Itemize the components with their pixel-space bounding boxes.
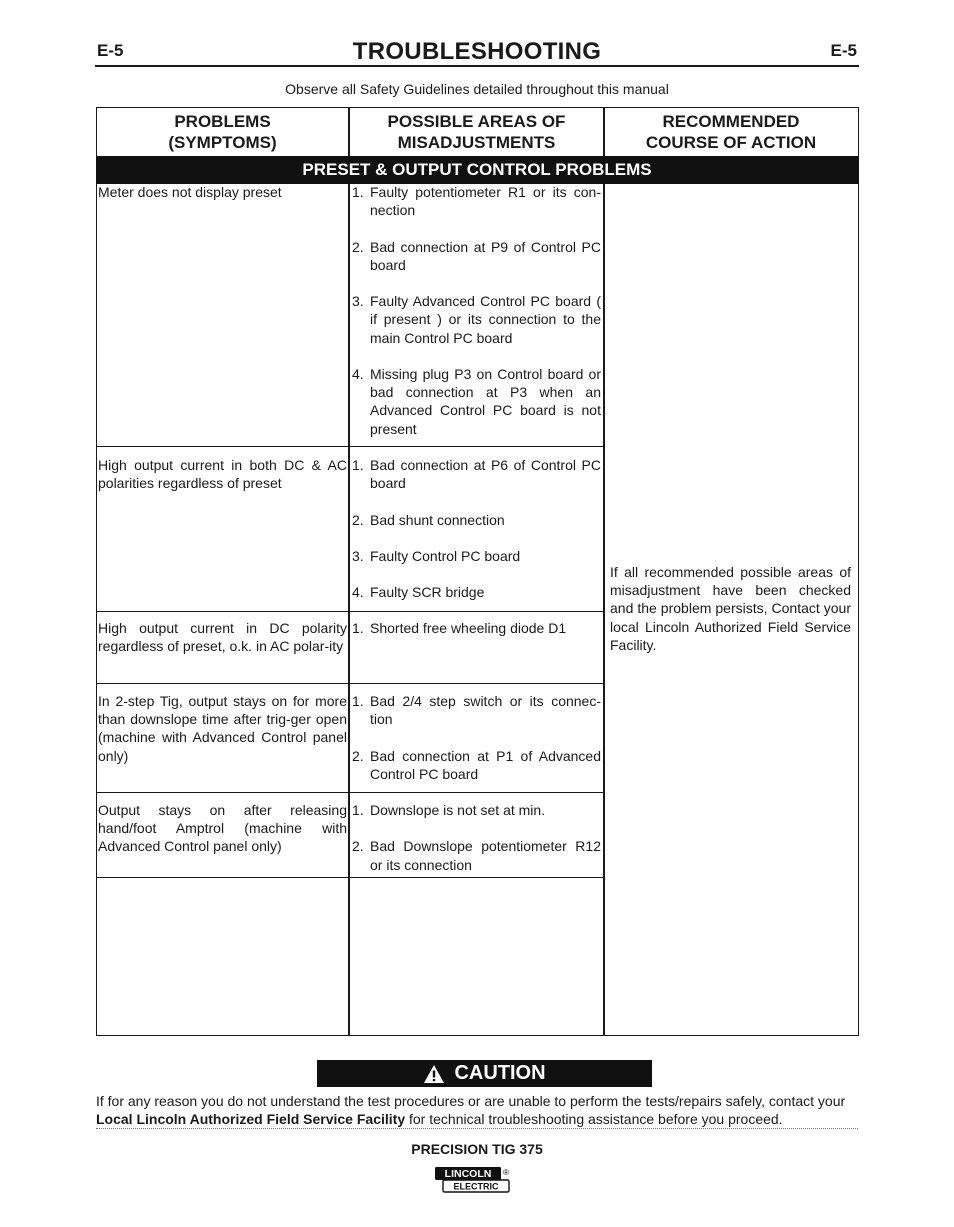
cause-item: 1. Faulty potentiometer R1 or its con-nection [352,184,601,219]
page-code-right: E-5 [830,41,857,60]
caution-emphasis: Local Lincoln Authorized Field Service Facility [96,1111,406,1127]
cause-item: 1. Bad 2/4 step switch or its connec-tion [352,693,601,728]
column-header-action: RECOMMENDED COURSE OF ACTION [645,111,817,152]
model-name: PRECISION TIG 375 [411,1141,543,1157]
cause-item: 2. Bad shunt connection [352,511,505,528]
cause-item: 2. Bad connection at P9 of Control PC board [352,238,601,273]
problem-cell: In 2-step Tig, output stays on for more than downslope time after trig-ger open (machine with Advanced Control panel only) [98,693,347,764]
cause-list [352,183,601,456]
recommended-action: If all recommended possible areas of misadjustment have been checked and the problem persists, Contact your local Lincoln Authorized Field Service Facility. [610,564,851,653]
svg-text:LINCOLN: LINCOLN [444,1168,492,1180]
caution-banner [317,1060,652,1087]
cause-item: 4. Missing plug P3 on Control board or bad connection at P3 when an Advanced Control PC board is not present [352,365,601,437]
cause-item: 3. Faulty Advanced Control PC board ( if present ) or its connection to the main Control PC board [352,293,601,346]
problem-cell: High output current in both DC & AC polarities regardless of preset [98,457,347,492]
cause-item: 3. Faulty Control PC board [352,547,521,564]
caution-text: If for any reason you do not understand the test procedures or are unable to perform the tests/repairs safely, contact your Local Lincoln Authorized Field Service Facility for technical troubleshooting assistance before you proceed. [96,1093,846,1127]
cause-item: 4. Faulty SCR bridge [352,584,485,601]
cause-item: 1. Downslope is not set at min. [352,802,546,818]
page-title: TROUBLESHOOTING [352,38,602,65]
cause-item: 2. Bad Downslope potentiometer R12 or its connection [352,838,601,873]
column-divider [348,107,350,1036]
column-header-problems: PROBLEMS (SYMPTOMS) [168,111,277,152]
row-divider [96,683,604,684]
warning-triangle-icon [423,1064,445,1084]
problem-cell: Meter does not display preset [98,184,282,200]
svg-text:®: ® [503,1168,509,1177]
safety-note: Observe all Safety Guidelines detailed throughout this manual [285,81,669,97]
cause-item: 2. Bad connection at P1 of Advanced Control PC board [352,747,601,782]
cause-item: 1. Shorted free wheeling diode D1 [352,620,567,636]
cause-item: 1. Bad connection at P6 of Control PC board [352,457,601,492]
problem-cell: High output current in DC polarity regardless of preset, o.k. in AC polar-ity [98,620,347,655]
section-title: PRESET & OUTPUT CONTROL PROBLEMS [302,160,652,179]
cause-list [352,692,601,801]
cause-list [352,801,601,892]
column-header-misadjustments: POSSIBLE AREAS OF MISADJUSTMENTS [387,111,566,152]
svg-text:ELECTRIC: ELECTRIC [453,1181,499,1192]
caution-label: CAUTION [454,1062,546,1084]
title-rule [95,65,859,67]
footer-rule [96,1128,858,1129]
problem-cell: Output stays on after releasing hand/foot Amptrol (machine with Advanced Control panel only) [98,802,347,855]
page-code-left: E-5 [97,41,124,60]
lincoln-electric-logo [434,1166,512,1194]
cause-list [352,456,601,620]
column-divider [603,107,605,1036]
cause-list [352,619,601,655]
